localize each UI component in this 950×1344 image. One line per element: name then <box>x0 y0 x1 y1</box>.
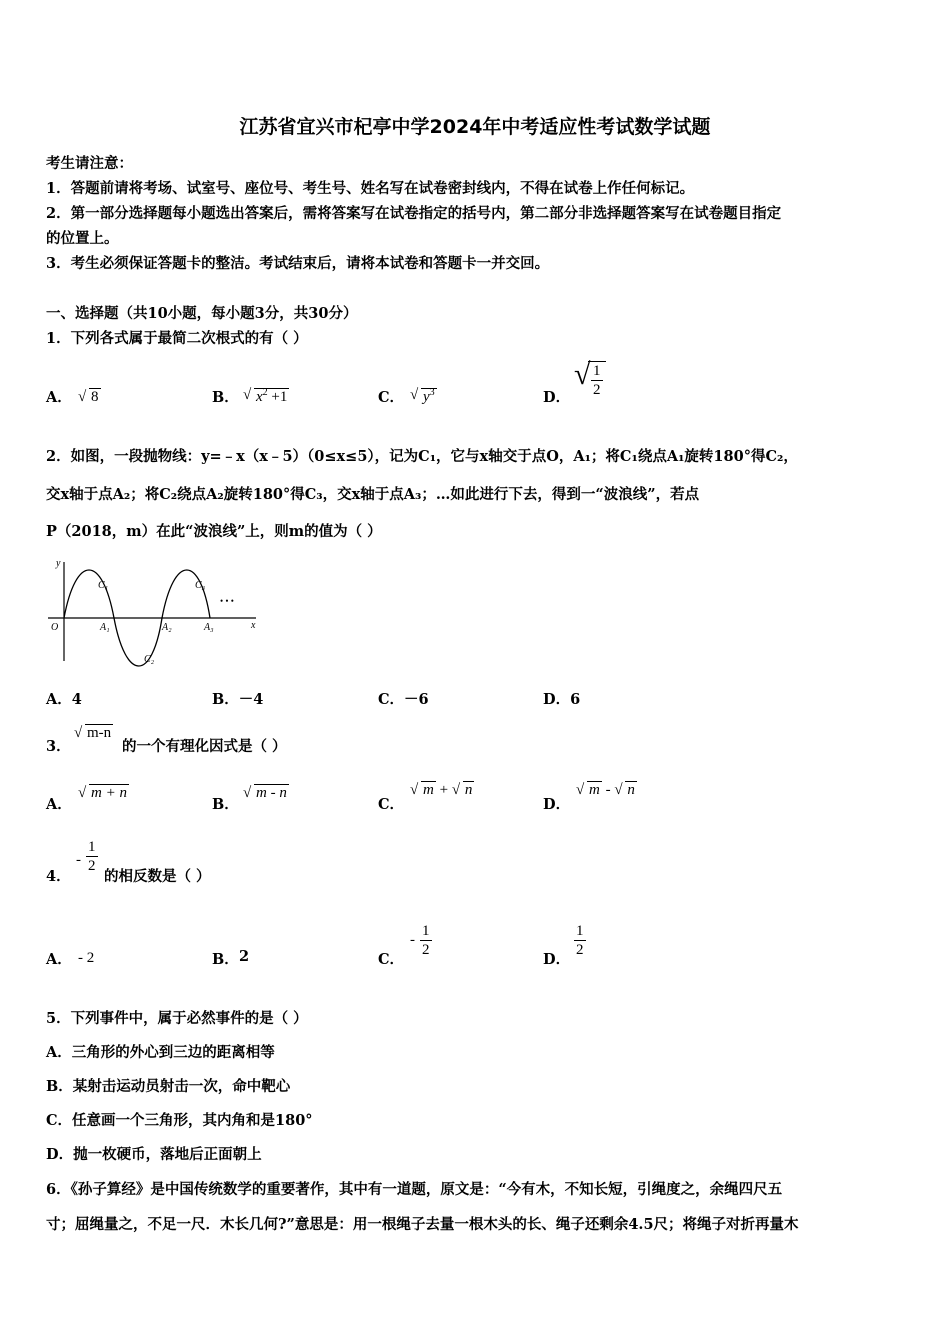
q3-a-radicand: m + n <box>91 785 127 801</box>
q1-d-den: 2 <box>593 382 601 398</box>
notice-item: 2．第一部分选择题每小题选出答案后，需将答案写在试卷指定的括号内，第二部分非选择题答案写在试卷题目指定 <box>46 205 782 222</box>
notice-item: 3．考生必须保证答题卡的整洁。考试结束后，请将本试卷和答题卡一并交回。 <box>46 255 550 272</box>
q3-d-n: n <box>627 782 635 798</box>
q3-c-n: n <box>464 782 473 798</box>
section-heading: 一、选择题（共10小题，每小题3分，共30分） <box>46 305 358 322</box>
q1-option-b-math: √ $x^2 +1$ <box>243 387 288 405</box>
c2-label: C₂ <box>144 654 155 665</box>
q4-option-a-value: - 2 <box>78 950 95 966</box>
q1-b-exp: 2 <box>262 387 268 398</box>
q1-a-radicand: 8 <box>91 389 99 405</box>
q4-number: 4． <box>46 868 71 885</box>
q4-num: 1 <box>88 839 96 855</box>
q1-option-c-label: C． <box>378 389 405 406</box>
q2-option-a: A．4 <box>46 691 82 708</box>
question-2-line3: P（2018，m）在此“波浪线”上，则m的值为（ ） <box>46 523 382 540</box>
q3-b-radicand: m - n <box>256 785 287 801</box>
q3-option-a-math: √ m + n <box>78 785 127 801</box>
q2-option-c: C．－6 <box>378 691 429 708</box>
q4-option-b-value: 2 <box>239 948 250 965</box>
q4-stem-sign: - <box>76 852 81 868</box>
a1-label: A₁ <box>100 622 110 633</box>
q5-option-d: D．抛一枚硬币，落地后正面朝上 <box>46 1146 262 1163</box>
q3-d-m: m <box>589 782 600 798</box>
q1-c-exp: 3 <box>429 387 435 398</box>
question-2-line1: 2．如图，一段抛物线：y=﹣x（x﹣5）（0≤x≤5），记为C₁，它与x轴交于点O，A₁；将C₁绕点A₁旋转180°得C₂， <box>46 448 798 465</box>
q5-option-c: C．任意画一个三角形，其内角和是180° <box>46 1112 313 1129</box>
q1-option-d-math: √ $\frac{1}{2}$ <box>574 362 606 399</box>
q4-den: 2 <box>88 858 96 874</box>
question-4-stem: 的相反数是（ ） <box>104 868 211 885</box>
q3-option-c-label: C． <box>378 796 405 813</box>
q4-option-b-label: B． <box>212 951 239 968</box>
q1-option-d-label: D． <box>543 389 571 406</box>
q1-option-a-label: A． <box>46 389 72 406</box>
q4-d-den: 2 <box>576 942 584 958</box>
q1-c-base: y <box>423 389 430 405</box>
q5-option-b: B．某射击运动员射击一次，命中靶心 <box>46 1078 291 1095</box>
q3-option-d-label: D． <box>543 796 571 813</box>
q4-option-c-fraction <box>420 922 432 959</box>
q3-c-op: + <box>435 782 452 798</box>
q3-option-b-label: B． <box>212 796 239 813</box>
q3-d-op: - <box>601 782 615 798</box>
q4-stem-fraction <box>86 838 98 875</box>
x-label: x <box>251 620 256 631</box>
q3-radicand: m-n <box>87 725 112 741</box>
question-1-stem: 1．下列各式属于最简二次根式的有（ ） <box>46 330 308 347</box>
q1-option-c-math: √ $y^3$ <box>410 387 435 405</box>
q2-option-d: D．6 <box>543 691 581 708</box>
question-6-line2: 寸；屈绳量之，不足一尺．木长几何?”意思是：用一根绳子去量一根木头的长、绳子还剩余4.5尺；将绳子对折再量木 <box>46 1216 799 1233</box>
question-6-line1: 6．《孙子算经》是中国传统数学的重要著作，其中有一道题，原文是：“今有木，不知长短，引绳度之，余绳四尺五 <box>46 1181 783 1198</box>
notice-item: 的位置上。 <box>46 230 119 247</box>
q3-option-d-math: √ m - √ n <box>576 782 635 798</box>
q4-option-d-fraction <box>574 922 586 959</box>
notice-heading: 考生请注意： <box>46 155 133 172</box>
wave-figure <box>44 558 264 668</box>
notice-item: 1．答题前请将考场、试室号、座位号、考生号、姓名写在试卷密封线内，不得在试卷上作任何标记。 <box>46 180 695 197</box>
question-3-stem: 的一个有理化因式是（ ） <box>122 738 287 755</box>
q3-number: 3． <box>46 738 71 755</box>
question-2-line2: 交x轴于点A₂；将C₂绕点A₂旋转180°得C₃，交x轴于点A₃；…如此进行下去，得到一“波浪线”，若点 <box>46 486 700 503</box>
q3-option-b-math: √ m - n <box>243 785 287 801</box>
a2-label: A₂ <box>162 622 172 633</box>
a3-label: A₃ <box>204 622 214 633</box>
c3-label: C₃ <box>195 580 206 591</box>
continuation-dots: • • • <box>220 596 234 606</box>
y-label: y <box>56 558 61 569</box>
q4-option-c-label: C． <box>378 951 405 968</box>
q4-d-num: 1 <box>576 923 584 939</box>
q4-c-den: 2 <box>422 942 430 958</box>
q3-stem-radical: √ m-n <box>74 725 112 741</box>
q3-option-c-math: √ m + √ n <box>410 782 473 798</box>
q1-option-a-math: √ 8 <box>78 389 99 405</box>
q1-b-rest: +1 <box>267 389 288 405</box>
question-5-stem: 5．下列事件中，属于必然事件的是（ ） <box>46 1010 308 1027</box>
q1-d-num: 1 <box>593 363 601 379</box>
q1-b-base: x <box>256 389 263 405</box>
q2-option-b: B．－4 <box>212 691 264 708</box>
q3-option-a-label: A． <box>46 796 72 813</box>
q4-option-c-sign: - <box>410 932 415 948</box>
q1-option-b-label: B． <box>212 389 239 406</box>
origin-label: O <box>51 622 59 633</box>
q4-c-num: 1 <box>422 923 430 939</box>
q3-c-m: m <box>423 782 434 798</box>
page-title: 江苏省宜兴市杞亭中学2024年中考适应性考试数学试题 <box>239 116 711 138</box>
q4-option-d-label: D． <box>543 951 571 968</box>
q4-option-a-label: A． <box>46 951 72 968</box>
q5-option-a: A．三角形的外心到三边的距离相等 <box>46 1044 275 1061</box>
c1-label: C₁ <box>98 580 109 591</box>
